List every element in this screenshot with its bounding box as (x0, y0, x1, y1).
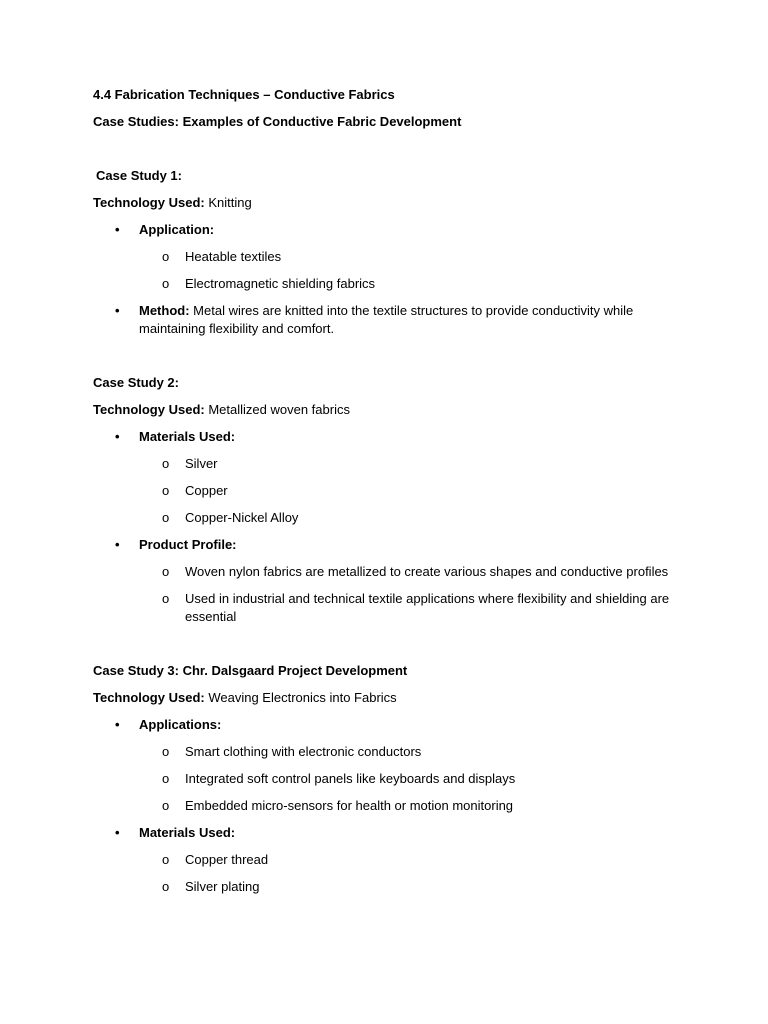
list-item (139, 770, 683, 788)
list-item-text: Copper-Nickel Alloy (185, 510, 299, 525)
sub-bullet-icon: o (162, 798, 170, 813)
list-item-text: Integrated soft control panels like keyboards and displays (185, 771, 516, 786)
case-study-1-list (93, 221, 683, 338)
application-sublist (139, 248, 683, 293)
sub-bullet-icon: o (162, 249, 170, 264)
technology-value: Knitting (208, 195, 252, 210)
method-text: Metal wires are knitted into the textile structures to provide conductivity while maintaining flexibility and comfort. (139, 303, 634, 336)
list-item (139, 248, 683, 266)
method-item (93, 302, 683, 338)
application-item (93, 221, 683, 293)
list-item (139, 563, 683, 581)
sub-bullet-icon: o (162, 510, 170, 525)
product-profile-item (93, 536, 683, 626)
product-profile-label: Product Profile: (139, 537, 237, 552)
case-study-3-title: Case Study 3: Chr. Dalsgaard Project Development (93, 663, 408, 678)
case-study-1 (93, 167, 683, 338)
method-label: Method: (139, 303, 190, 318)
bullet-icon: • (115, 429, 120, 444)
materials-sublist (139, 455, 683, 527)
list-item (139, 590, 683, 626)
section-title: 4.4 Fabrication Techniques – Conductive Fabrics (93, 87, 395, 102)
case-study-1-technology (93, 194, 683, 212)
bullet-icon: • (115, 537, 120, 552)
list-item (139, 275, 683, 293)
bullet-icon: • (115, 303, 120, 318)
sub-bullet-icon: o (162, 771, 170, 786)
bullet-icon: • (115, 222, 120, 237)
case-study-3-technology (93, 689, 683, 707)
technology-value: Metallized woven fabrics (208, 402, 350, 417)
document-page (93, 86, 683, 905)
materials-item (93, 428, 683, 527)
case-study-2-list (93, 428, 683, 626)
applications-sublist (139, 743, 683, 815)
applications-item (93, 716, 683, 815)
applications-label: Applications: (139, 717, 222, 732)
technology-value: Weaving Electronics into Fabrics (208, 690, 397, 705)
materials-label: Materials Used: (139, 825, 236, 840)
sub-bullet-icon: o (162, 564, 170, 579)
list-item-text: Copper (185, 483, 228, 498)
list-item (139, 851, 683, 869)
list-item (139, 482, 683, 500)
product-profile-sublist (139, 563, 683, 626)
document-subtitle: Case Studies: Examples of Conductive Fabric Development (93, 114, 462, 129)
list-item (139, 455, 683, 473)
sub-bullet-icon: o (162, 744, 170, 759)
bullet-icon: • (115, 717, 120, 732)
sub-bullet-icon: o (162, 456, 170, 471)
list-item-text: Embedded micro-sensors for health or motion monitoring (185, 798, 514, 813)
materials-label: Materials Used: (139, 429, 236, 444)
list-item-text: Silver plating (185, 879, 260, 894)
sub-bullet-icon: o (162, 879, 170, 894)
sub-bullet-icon: o (162, 276, 170, 291)
application-label: Application: (139, 222, 215, 237)
sub-bullet-icon: o (162, 852, 170, 867)
list-item-text: Silver (185, 456, 218, 471)
list-item-text: Used in industrial and technical textile applications where flexibility and shielding are essential (185, 591, 670, 624)
case-study-2 (93, 374, 683, 626)
list-item (139, 797, 683, 815)
list-item (139, 509, 683, 527)
materials-sublist (139, 851, 683, 896)
case-study-2-title: Case Study 2: (93, 375, 179, 390)
case-study-3 (93, 662, 683, 896)
case-study-2-technology (93, 401, 683, 419)
technology-label: Technology Used: (93, 690, 205, 705)
case-study-3-list (93, 716, 683, 896)
materials-item (93, 824, 683, 896)
list-item-text: Electromagnetic shielding fabrics (185, 276, 376, 291)
sub-bullet-icon: o (162, 483, 170, 498)
list-item (139, 878, 683, 896)
list-item (139, 743, 683, 761)
case-study-1-title: Case Study 1: (96, 168, 182, 183)
sub-bullet-icon: o (162, 591, 170, 606)
list-item-text: Woven nylon fabrics are metallized to create various shapes and conductive profiles (185, 564, 669, 579)
technology-label: Technology Used: (93, 402, 205, 417)
bullet-icon: • (115, 825, 120, 840)
list-item-text: Copper thread (185, 852, 269, 867)
list-item-text: Smart clothing with electronic conductors (185, 744, 422, 759)
technology-label: Technology Used: (93, 195, 205, 210)
list-item-text: Heatable textiles (185, 249, 282, 264)
